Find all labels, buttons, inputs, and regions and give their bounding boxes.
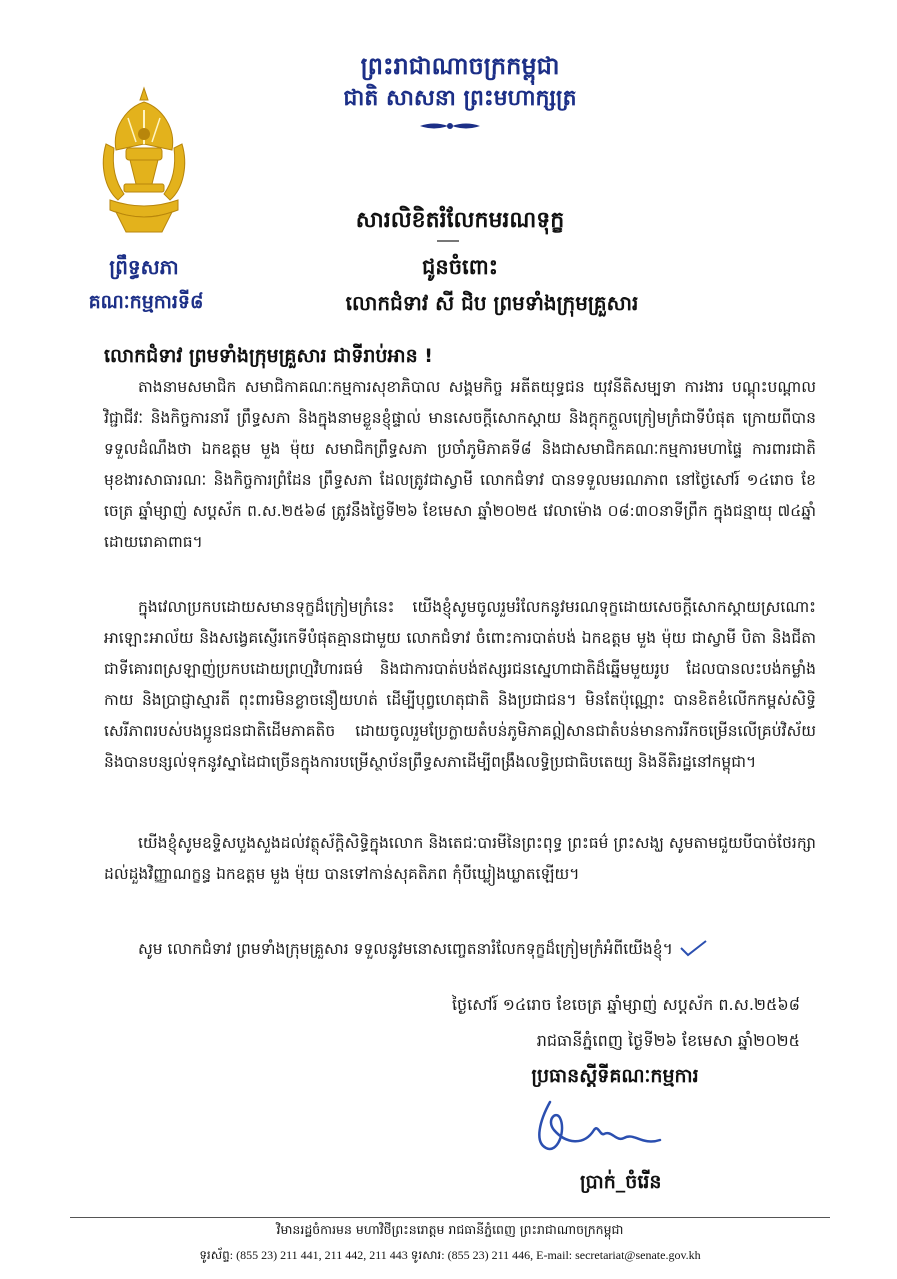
- kingdom-heading: ព្រះរាជាណាចក្រកម្ពុជា: [360, 52, 560, 80]
- paragraph-3: យើងខ្ញុំសូមឧទ្ទិសបួងសួងដល់វត្ថុស័ក្តិសិទ្ធិក្នុងលោក និងតេជៈបារមីនៃព្រះពុទ្ធ ព្រះធម៌ ព្រះសង្ឃ សូមតាមជួយបីបាច់ថែរក្សាដល់ដួងវិញ្ញាណក្ខន្ធ ឯកឧត្តម មួង ម៉ុយ បានទៅកាន់សុគតិភព កុំបីឃ្លៀងឃ្លាតឡើយ។: [104, 834, 816, 883]
- place-date: រាជធានីភ្នំពេញ ថ្ងៃទី២៦ ខែមេសា ឆ្នាំ២០២៥: [536, 1031, 800, 1050]
- paragraph-1: តាងនាមសមាជិក សមាជិកាគណៈកម្មការសុខាភិបាល សង្គមកិច្ច អតីតយុទ្ធជន យុវនីតិសម្បទា ការងារ បណ្តុះបណ្តាលវិជ្ជាជីវៈ និងកិច្ចការនារី ព្រឹទ្ធសភា និងក្នុងនាមខ្លួនខ្ញុំផ្ទាល់ មានសេចក្តីសោកស្តាយ និងក្តុកក្តួលក្រៀមក្រំជាទីបំផុត ក្រោយពីបានទទួលដំណឹងថា ឯកឧត្តម មួង ម៉ុយ សមាជិកព្រឹទ្ធសភា ប្រចាំភូមិភាគទី៨ និងជាសមាជិកគណៈកម្មការមហាផ្ទៃ ការពារជាតិ មុខងារសាធារណៈ និងកិច្ចការព្រំដែន ព្រឹទ្ធសភា ដែលត្រូវជាស្វាមី លោកជំទាវ បានទទួលមរណភាព នៅថ្ងៃសៅរ៍ ១៤រោច ខែចេត្រ ឆ្នាំម្សាញ់ សប្តស័ក ព.ស.២៥៦៨ ត្រូវនឹងថ្ងៃទី២៦ ខែមេសា ឆ្នាំ២០២៥ វេលាម៉ោង ០៨:៣០នាទីព្រឹក ក្នុងជន្មាយុ ៧៤ឆ្នាំ ដោយរោគាពាធ។: [104, 378, 816, 551]
- recipient: លោកជំទាវ សី ជិប ព្រមទាំងក្រុមគ្រួសារ: [345, 291, 639, 315]
- national-motto: ជាតិ សាសនា ព្រះមហាក្សត្រ: [343, 86, 577, 111]
- check-mark-icon: [678, 940, 708, 958]
- letter-title: សារលិខិតរំលែកមរណទុក្ខ: [355, 208, 565, 233]
- to-label: ជូនចំពោះ: [422, 255, 498, 279]
- title-divider: [437, 240, 459, 242]
- lunar-date: ថ្ងៃសៅរ៍ ១៤រោច ខែចេត្រ ឆ្នាំម្សាញ់ សប្តស័ក ព.ស.២៥៦៨: [451, 995, 800, 1014]
- paragraph-2: ក្នុងវេលាប្រកបដោយសមានទុក្ខដ៏ក្រៀមក្រំនេះ យើងខ្ញុំសូមចូលរួមរំលែកនូវមរណទុក្ខដោយសេចក្តីសោកស្តាយស្រណោះអាឡោះអាល័យ និងសង្វេគស្ញើរកេទីបំផុតគ្មានជាមួយ លោកជំទាវ ចំពោះការបាត់បង់ ឯកឧត្តម មួង ម៉ុយ ជាស្វាមី បិតា និងជីតា ជាទីគោរពស្រឡាញ់ប្រកបដោយព្រហ្មវិហារធម៌ និងជាការបាត់បង់ឥស្សរជនស្នេហាជាតិដ៏ឆ្នើមមួយរូប ដែលបានលះបង់កម្លាំងកាយ និងប្រាជ្ញាស្មារតី ពុះពារមិនខ្លាចនឿយហត់ ដើម្បីបុព្វហេតុជាតិ និងប្រជាជន។ មិនតែប៉ុណ្ណោះ បានខិតខំលើកកម្ពស់សិទ្ធិសេរីភាពរបស់បងប្អូនជនជាតិដើមភាគតិច ដោយចូលរួមប្រែក្លាយតំបន់ភូមិភាគឦសានជាតំបន់មានការរីកចម្រើនលើគ្រប់វិស័យ និងបានបន្សល់ទុកនូវស្នាដៃជាច្រើនក្នុងការបម្រើស្ថាប័នព្រឹទ្ធសភាដើម្បីពង្រឹងលទ្ធិប្រជាធិបតេយ្យ និងនីតិរដ្ឋនៅកម្ពុជា។: [104, 598, 816, 771]
- commission-name: គណៈកម្មការទី៨: [88, 291, 204, 313]
- paragraph-4: [104, 934, 816, 965]
- signer-title: ប្រធានស្តីទីគណៈកម្មការ: [531, 1065, 699, 1087]
- signature-image: [520, 1090, 670, 1174]
- closing-text: សូម លោកជំទាវ ព្រមទាំងក្រុមគ្រួសារ ទទួលនូវមនោសញ្ចេតនារំលែកទុក្ខដ៏ក្រៀមក្រំអំពីយើងខ្ញុំ។: [138, 940, 673, 958]
- salutation: លោកជំទាវ ព្រមទាំងក្រុមគ្រួសារ ជាទីរាប់អាន !: [104, 345, 433, 367]
- footer-address: វិមានរដ្ឋចំការមន មហាវិថីព្រះនរោត្តម រាជធានីភ្នំពេញ ព្រះរាជាណាចក្រកម្ពុជា: [276, 1222, 624, 1237]
- footer-contacts: ទូរស័ព្ទ: (855 23) 211 441, 211 442, 211 443 ទូរសារ: (855 23) 211 446, E-mail: secretariat@senate.gov.kh: [199, 1248, 701, 1262]
- footer-divider: [70, 1217, 830, 1218]
- senate-name: ព្រឹទ្ធសភា: [109, 255, 179, 279]
- senate-emblem-icon: [96, 84, 192, 238]
- signer-name: ប្រាក់_ចំរើន: [580, 1171, 662, 1193]
- ornament-divider-icon: [418, 118, 482, 137]
